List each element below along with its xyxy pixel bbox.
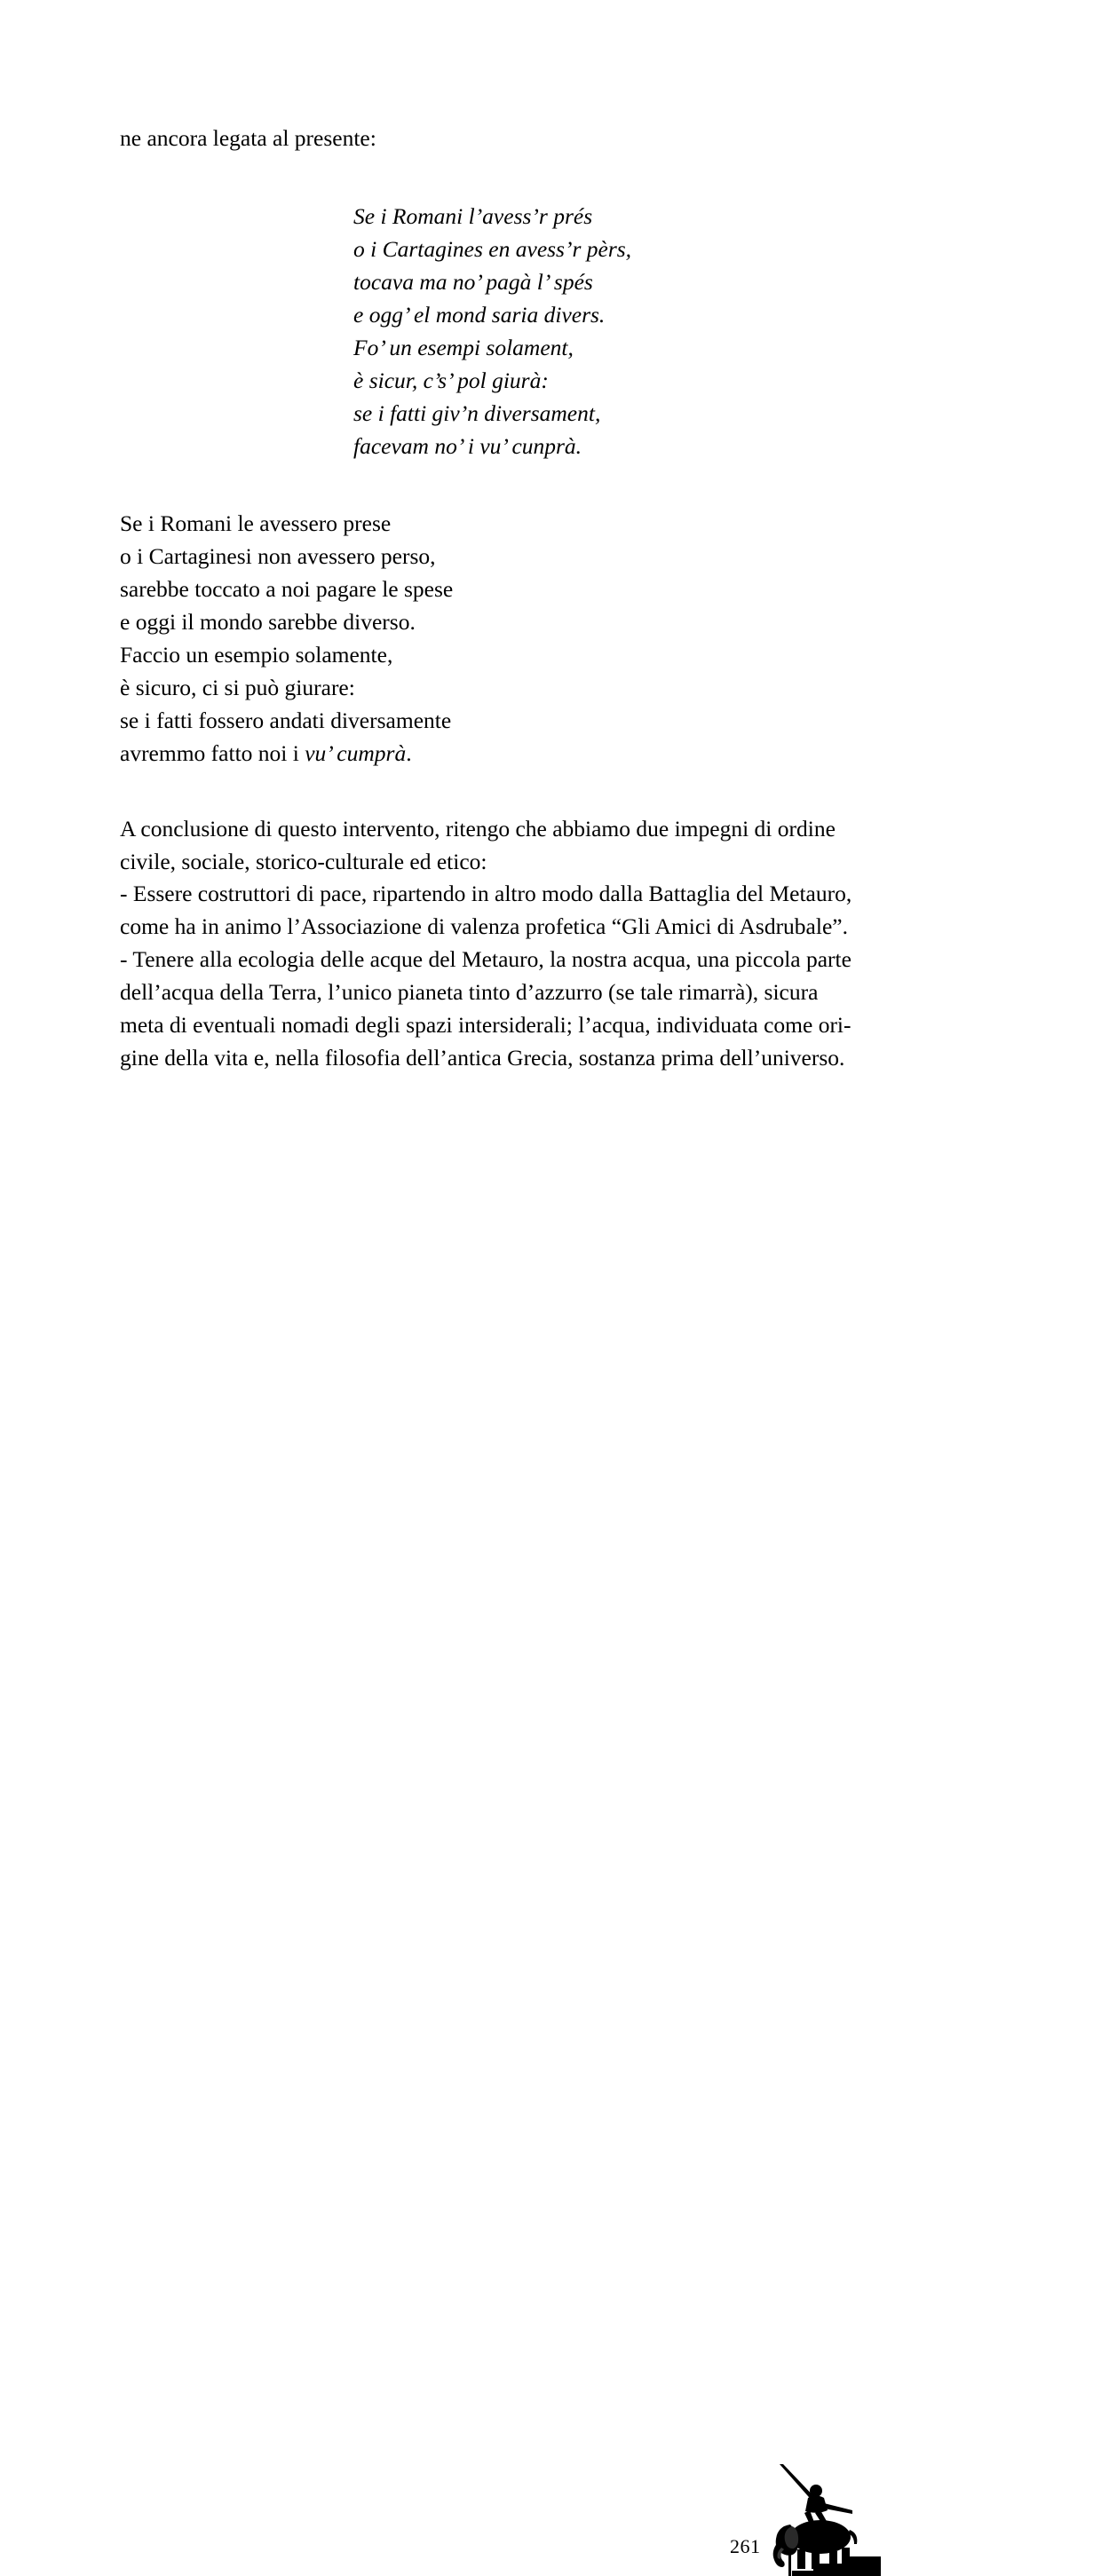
translation-verse-3: sarebbe toccato a noi pagare le spese xyxy=(120,575,454,602)
elephant-rider-logo xyxy=(765,2461,881,2576)
translation-verse-8 xyxy=(120,738,875,770)
translation-verse-8-prefix: avremmo fatto noi i xyxy=(120,739,305,766)
translation-verse-6: è sicuro, ci si può giurare: xyxy=(120,674,355,700)
conclusion-line-6: dell’acqua della Terra, l’unico pianeta tinto d’azzurro (se tale rimarrà), sicura xyxy=(120,978,819,1005)
conclusion-paragraph xyxy=(120,813,875,1075)
page-content xyxy=(120,122,875,1074)
translation-poem xyxy=(120,508,875,770)
translation-verse-1: Se i Romani le avessero prese xyxy=(120,510,392,536)
dialect-poem xyxy=(353,201,875,463)
conclusion-line-3: - Essere costruttori di pace, ripartendo in altro modo dalla Battaglia del Metauro, xyxy=(120,881,852,907)
dialect-verse-8: facevam no’ i vu’ cunprà. xyxy=(353,432,582,459)
dialect-verse-6: è sicur, c’s’ pol giurà: xyxy=(353,367,549,394)
conclusion-line-1: A conclusione di questo intervento, ritengo che abbiamo due impegni di ordine xyxy=(120,815,836,842)
conclusion-line-5: - Tenere alla ecologia delle acque del Metauro, la nostra acqua, una piccola parte xyxy=(120,946,851,973)
conclusion-line-7: meta di eventuali nomadi degli spazi intersiderali; l’acqua, individuata come ori- xyxy=(120,1011,851,1038)
dialect-verse-3: tocava ma no’ pagà l’ spés xyxy=(353,269,593,296)
conclusion-line-8: gine della vita e, nella filosofia dell’antica Grecia, sostanza prima dell’universo. xyxy=(120,1044,845,1071)
translation-verse-7: se i fatti fossero andati diversamente xyxy=(120,707,452,733)
page-number: 261 xyxy=(730,2535,761,2557)
dialect-verse-1: Se i Romani l’avess’r prés xyxy=(353,203,593,230)
dialect-verse-4: e ogg’ el mond saria divers. xyxy=(353,302,606,328)
translation-verse-5: Faccio un esempio solamente, xyxy=(120,641,393,668)
dialect-verse-7: se i fatti giv’n diversament, xyxy=(353,400,601,427)
dialect-verse-5: Fo’ un esempi solament, xyxy=(353,335,574,361)
page-footer xyxy=(0,1243,1101,2557)
translation-verse-4: e oggi il mondo sarebbe diverso. xyxy=(120,608,416,635)
translation-verse-8-suffix: . xyxy=(406,739,412,766)
conclusion-line-4: come ha in animo l’Associazione di valenza profetica “Gli Amici di Asdrubale”. xyxy=(120,913,848,940)
translation-verse-8-emphasis: vu’ cumprà xyxy=(305,739,407,766)
translation-verse-2: o i Cartaginesi non avessero perso, xyxy=(120,542,436,569)
intro-line: ne ancora legata al presente: xyxy=(120,125,376,151)
dialect-verse-2: o i Cartagines en avess’r pèrs, xyxy=(353,236,632,263)
conclusion-line-2: civile, sociale, storico-culturale ed etico: xyxy=(120,848,487,874)
